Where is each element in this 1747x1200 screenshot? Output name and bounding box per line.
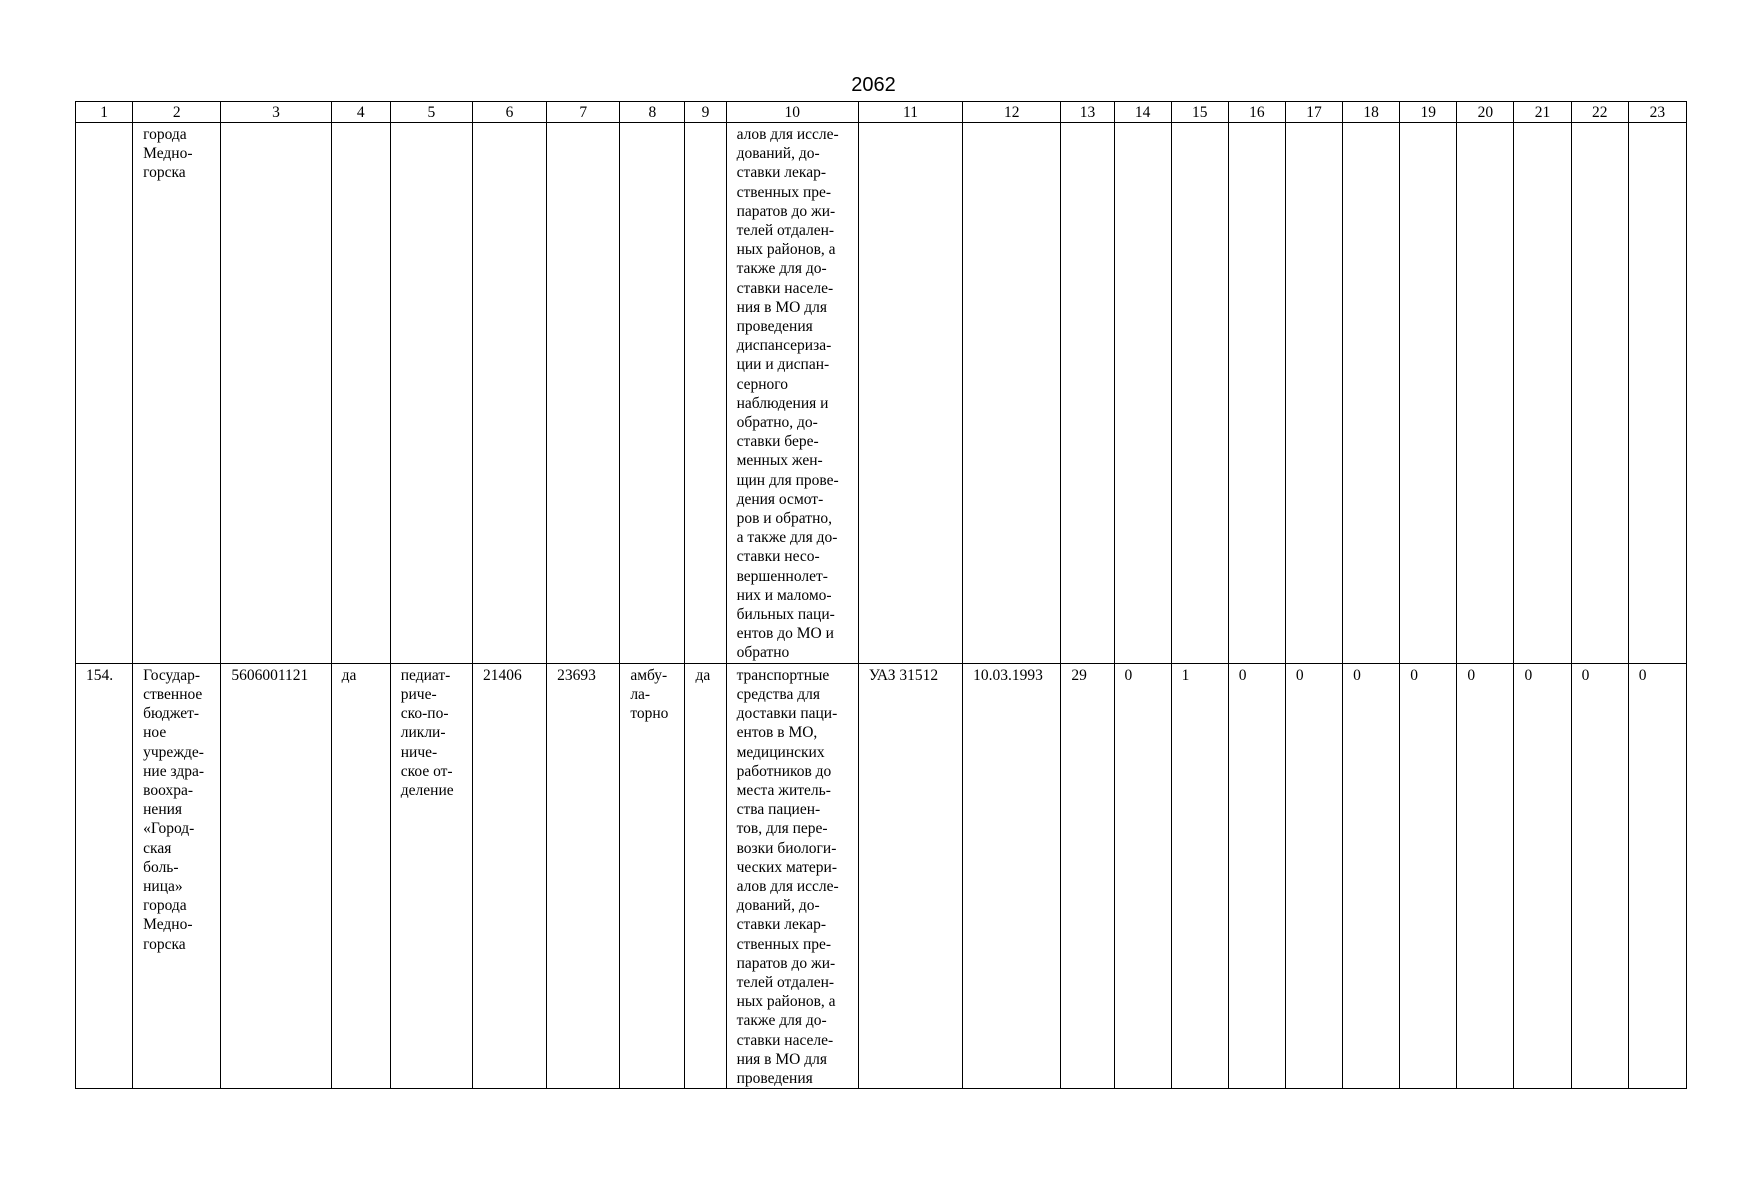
column-header: 10 xyxy=(726,102,858,123)
cell-care-form xyxy=(620,123,685,664)
column-header: 13 xyxy=(1061,102,1114,123)
cell-value-13 xyxy=(1061,123,1114,664)
cell-value-18 xyxy=(1343,123,1400,664)
header-row xyxy=(76,102,1687,123)
cell-value-13: 29 xyxy=(1061,663,1114,1088)
cell-value-22 xyxy=(1571,123,1628,664)
column-header: 19 xyxy=(1400,102,1457,123)
column-header: 1 xyxy=(76,102,133,123)
cell-code-7: 23693 xyxy=(547,663,620,1088)
column-header: 17 xyxy=(1285,102,1342,123)
cell-department: педиат- риче- ско-по- ликли- ниче- ское от- деление xyxy=(390,663,472,1088)
cell-value-23 xyxy=(1628,123,1686,664)
cell-organization: города Медно- горска xyxy=(133,123,221,664)
column-header: 12 xyxy=(963,102,1061,123)
cell-value-16 xyxy=(1228,123,1285,664)
cell-value-22: 0 xyxy=(1571,663,1628,1088)
cell-value-20 xyxy=(1457,123,1514,664)
column-header: 6 xyxy=(472,102,546,123)
cell-value-23: 0 xyxy=(1628,663,1686,1088)
cell-date xyxy=(963,123,1061,664)
page-number: 2062 xyxy=(851,74,896,96)
cell-purpose: транспортные средства для доставки паци- ентов в МО, медицинских работников до места житель- ства пациен- тов, для пере- возки биологи- ческих матери- алов для иссле- дований, до- ставки лекар- ственных пре- паратов до жи- телей отдален- ных районов, а также для до- ставки населе- ния в МО для проведения xyxy=(726,663,858,1088)
cell-value-14 xyxy=(1114,123,1171,664)
cell-organization: Государ- ственное бюджет- ное учрежде- ние здра- воохра- нения «Город- ская боль- ница» города Медно- горска xyxy=(133,663,221,1088)
cell-number xyxy=(76,123,133,664)
column-header: 2 xyxy=(133,102,221,123)
column-header: 8 xyxy=(620,102,685,123)
cell-value-17 xyxy=(1285,123,1342,664)
column-header: 23 xyxy=(1628,102,1686,123)
cell-vehicle-model xyxy=(858,123,962,664)
column-header: 3 xyxy=(221,102,331,123)
cell-code-7 xyxy=(547,123,620,664)
cell-care-form: амбу- ла- торно xyxy=(620,663,685,1088)
cell-value-14: 0 xyxy=(1114,663,1171,1088)
cell-code-6: 21406 xyxy=(472,663,546,1088)
cell-value-19: 0 xyxy=(1400,663,1457,1088)
cell-value-15: 1 xyxy=(1171,663,1228,1088)
column-header: 9 xyxy=(685,102,726,123)
cell-flag-9 xyxy=(685,123,726,664)
cell-vehicle-model: УАЗ 31512 xyxy=(858,663,962,1088)
cell-value-19 xyxy=(1400,123,1457,664)
cell-flag: да xyxy=(331,663,390,1088)
cell-flag xyxy=(331,123,390,664)
column-header: 7 xyxy=(547,102,620,123)
cell-code-6 xyxy=(472,123,546,664)
column-header: 16 xyxy=(1228,102,1285,123)
column-header: 15 xyxy=(1171,102,1228,123)
column-header: 22 xyxy=(1571,102,1628,123)
cell-purpose: алов для иссле- дований, до- ставки лекар- ственных пре- паратов до жи- телей отдален- ных районов, а также для до- ставки населе- ния в МО для проведения диспансериза- ции и диспан- серного наблюдения и обратно, до- ставки бере- менных жен- щин для прове- дения осмот- ров и обратно, а также для до- ставки несо- вершеннолет- них и маломо- бильных паци- ентов до МО и обратно xyxy=(726,123,858,664)
column-header: 14 xyxy=(1114,102,1171,123)
cell-date: 10.03.1993 xyxy=(963,663,1061,1088)
table-row xyxy=(76,663,1687,1088)
column-header: 20 xyxy=(1457,102,1514,123)
cell-value-21 xyxy=(1514,123,1571,664)
column-header: 4 xyxy=(331,102,390,123)
registry-table xyxy=(75,101,1687,1089)
cell-value-17: 0 xyxy=(1285,663,1342,1088)
cell-value-20: 0 xyxy=(1457,663,1514,1088)
cell-flag-9: да xyxy=(685,663,726,1088)
cell-inn xyxy=(221,123,331,664)
cell-value-21: 0 xyxy=(1514,663,1571,1088)
column-header: 5 xyxy=(390,102,472,123)
cell-value-16: 0 xyxy=(1228,663,1285,1088)
column-header: 21 xyxy=(1514,102,1571,123)
cell-value-15 xyxy=(1171,123,1228,664)
cell-number: 154. xyxy=(76,663,133,1088)
cell-value-18: 0 xyxy=(1343,663,1400,1088)
cell-inn: 5606001121 xyxy=(221,663,331,1088)
table-row xyxy=(76,123,1687,664)
column-header: 11 xyxy=(858,102,962,123)
column-header: 18 xyxy=(1343,102,1400,123)
cell-department xyxy=(390,123,472,664)
